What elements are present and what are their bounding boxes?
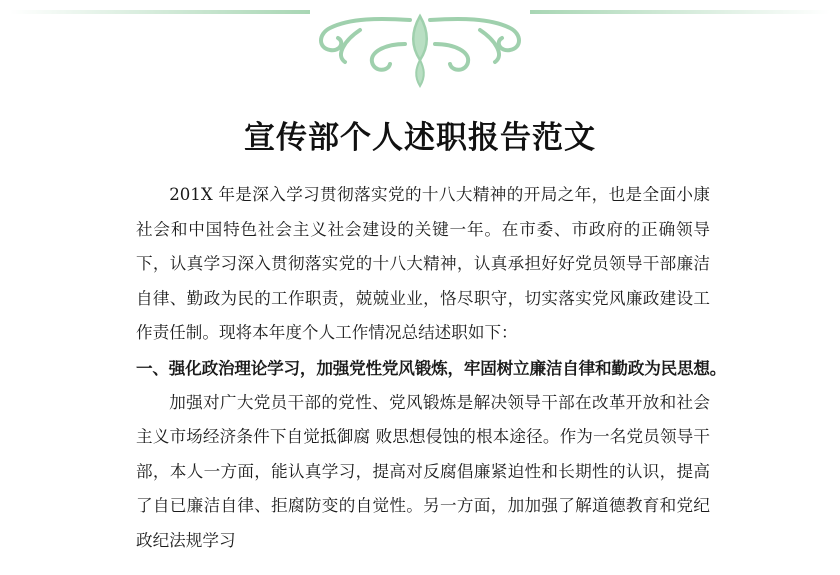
document-body [136,178,727,559]
decorative-ornament-header [0,0,840,95]
intro-paragraph: 201X 年是深入学习贯彻落实党的十八大精神的开局之年，也是全面小康社会和中国特色社会主义社会建设的关键一年。在市委、市政府的正确领导下，认真学习深入贯彻落实党的十八大精神，认真承担好好党员领导干部廉洁自律、勤政为民的工作职责，兢兢业业，恪尽职守，切实落实党风廉政建设工作责任制。现将本年度个人工作情况总结述职如下： [136,185,710,343]
body-paragraph: 加强对广大党员干部的党性、党风锻炼是解决领导干部在改革开放和社会主义市场经济条件下自觉抵御腐 败思想侵蚀的根本途径。作为一名党员领导干部，本人一方面，能认真学习，提高对反腐倡廉紧迫性和长期性的认识，提高了自已廉洁自律、拒腐防变的自觉性。另一方面，加加强了解道德教育和党纪政纪法规学习 [136,392,710,550]
ornament-scroll [321,16,519,86]
ornament-rule-left [10,10,310,14]
ornament-rule-right [530,10,830,14]
document-title: 宣传部个人述职报告范文 [244,120,596,156]
section-heading: 一、强化政治理论学习，加强党性党风锻炼，牢固树立廉洁自律和勤政为民思想。 [136,357,727,378]
